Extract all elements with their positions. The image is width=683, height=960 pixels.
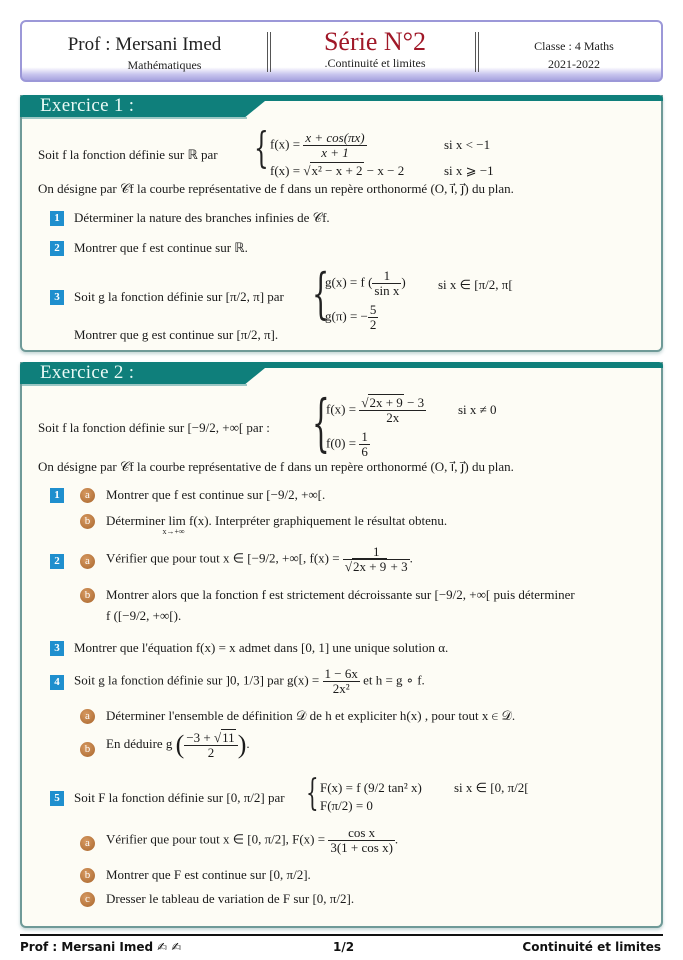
subquestion-badge-b: b <box>80 588 95 603</box>
document-header <box>20 20 663 82</box>
ex1-q1: Déterminer la nature des branches infinies de 𝒞f. <box>74 210 330 225</box>
ex2-q4: Soit g la fonction définie sur ]0, 1/3] par g(x) = $\frac{1 - 6x}{\text{2x²}}$ et h = g ∘ f. <box>74 666 425 696</box>
brace: { <box>312 262 330 325</box>
ex1-g-case1: g(x) = f ( $\frac{1}{\text{sin x}}$ ) <box>325 268 406 298</box>
ex2-q1a: Montrer que f est continue sur [−9/2, +∞[. <box>106 487 326 502</box>
exercise-2-box <box>20 362 663 928</box>
ex1-q3: Soit g la fonction définie sur [π/2, π] par <box>74 289 284 304</box>
header-author-block <box>22 22 267 80</box>
ex2-q2b-line1: Montrer alors que la fonction f est strictement décroissante sur [−9/2, +∞[ puis déterminer <box>106 587 575 602</box>
ex2-curve-line: On désigne par 𝒞f la courbe représentative de f dans un repère orthonormé (O, i⃗, j⃗) du plan. <box>38 459 514 474</box>
question-number-badge: 1 <box>50 211 64 226</box>
question-number-badge: 3 <box>50 641 64 656</box>
subquestion-badge-a: a <box>80 836 95 851</box>
ex1-q2: Montrer que f est continue sur ℝ. <box>74 240 248 255</box>
ex2-q2a: Vérifier que pour tout x ∈ [−9/2, +∞[, f(x) = $\frac{1}{√2x + 9 + 3}$ . <box>106 544 413 574</box>
header-title-block <box>275 22 475 80</box>
question-number-badge: 2 <box>50 241 64 256</box>
question-number-badge: 3 <box>50 290 64 305</box>
question-number-badge: 1 <box>50 488 64 503</box>
ex2-q5: Soit F la fonction définie sur [0, π/2] par <box>74 790 285 805</box>
ex2-q3: Montrer que l'équation f(x) = x admet dans [0, 1] une unique solution α. <box>74 640 449 655</box>
ex1-curve-line: On désigne par 𝒞f la courbe représentative de f dans un repère orthonormé (O, i⃗, j⃗) du plan. <box>38 181 514 196</box>
subquestion-badge-a: a <box>80 554 95 569</box>
brace: { <box>312 386 330 459</box>
ex2-F-case1: F(x) = f (9/2 tan² x) <box>320 780 422 795</box>
ex1-case2: f(x) = √x² − x + 2 − x − 2 <box>270 163 405 178</box>
brace: { <box>306 773 319 814</box>
ex1-intro: Soit f la fonction définie sur ℝ par <box>38 147 218 162</box>
ex1-case1: f(x) = $\frac{x + \cos(\pi x)}{x + 1}$ <box>270 130 365 160</box>
subject-label: Mathématiques <box>127 58 202 72</box>
question-number-badge: 2 <box>50 554 64 569</box>
school-year: 2021-2022 <box>548 57 600 71</box>
subquestion-badge-a: a <box>80 488 95 503</box>
ex2-q5a: Vérifier que pour tout x ∈ [0, π/2], F(x) = $\frac{\text{cos x}}{\text{3(1 + cos x)}}$ . <box>106 825 399 855</box>
author-name: Prof : Mersani Imed <box>67 34 222 55</box>
ex2-q1b: Déterminer lim x→+∞ f(x). Interpréter graphiquement le résultat obtenu. <box>106 513 448 536</box>
header-separator <box>267 32 271 72</box>
ex1-q3-follow: Montrer que g est continue sur [π/2, π]. <box>74 327 279 342</box>
ex2-case1: f(x) = $\frac{√2x + 9 - 3}{2x}$ <box>326 395 425 425</box>
exercise-1-title: Exercice 1 : <box>40 95 135 116</box>
ex1-case2-condition: si x ⩾ −1 <box>444 163 494 178</box>
footer-author: Prof : Mersani Imed ✍ ✍ <box>20 940 182 954</box>
ex1-case1-condition: si x < −1 <box>444 137 491 152</box>
page-number: 1/2 <box>333 940 355 954</box>
ex2-q5b: Montrer que F est continue sur [0, π/2]. <box>106 867 311 882</box>
subquestion-badge-c: c <box>80 892 95 907</box>
question-number-badge: 4 <box>50 675 64 690</box>
header-class-block <box>484 22 664 80</box>
ex2-F-case1-condition: si x ∈ [0, π/2[ <box>454 780 529 795</box>
ex2-q4b: En déduire g ( $\frac{-3 + √11}{2}$ ). <box>106 729 250 760</box>
exercise-1-box <box>20 95 663 352</box>
ex2-q2b-line2: f ([−9/2, +∞[). <box>106 608 182 623</box>
ex2-case1-condition: si x ≠ 0 <box>458 402 497 417</box>
footer-rule <box>20 934 663 936</box>
ex2-case2: f(0) = $\frac{1}{6}$ <box>326 429 368 459</box>
ex1-g-case1-condition: si x ∈ [π/2, π[ <box>438 277 513 292</box>
series-title: Série N°2 <box>323 27 427 56</box>
class-label: Classe : 4 Maths <box>534 39 614 53</box>
footer-topic: Continuité et limites <box>522 940 661 954</box>
series-topic: .Continuité et limites <box>324 56 426 70</box>
header-separator <box>475 32 479 72</box>
ex2-intro: Soit f la fonction définie sur [−9/2, +∞[ par : <box>38 420 270 435</box>
subquestion-badge-b: b <box>80 868 95 883</box>
ex2-q4a: Déterminer l'ensemble de définition 𝒟 de h et expliciter h(x) , pour tout x ∈ 𝒟. <box>106 708 516 723</box>
subquestion-badge-a: a <box>80 709 95 724</box>
subquestion-badge-b: b <box>80 742 95 757</box>
ex2-q5c: Dresser le tableau de variation de F sur [0, π/2]. <box>106 891 355 906</box>
ex2-F-case2: F(π/2) = 0 <box>320 798 373 813</box>
exercise-2-title: Exercice 2 : <box>40 362 135 383</box>
ex1-g-case2: g(π) = − $\frac{5}{2}$ <box>325 302 377 332</box>
brace: { <box>254 123 269 172</box>
subquestion-badge-b: b <box>80 514 95 529</box>
question-number-badge: 5 <box>50 791 64 806</box>
